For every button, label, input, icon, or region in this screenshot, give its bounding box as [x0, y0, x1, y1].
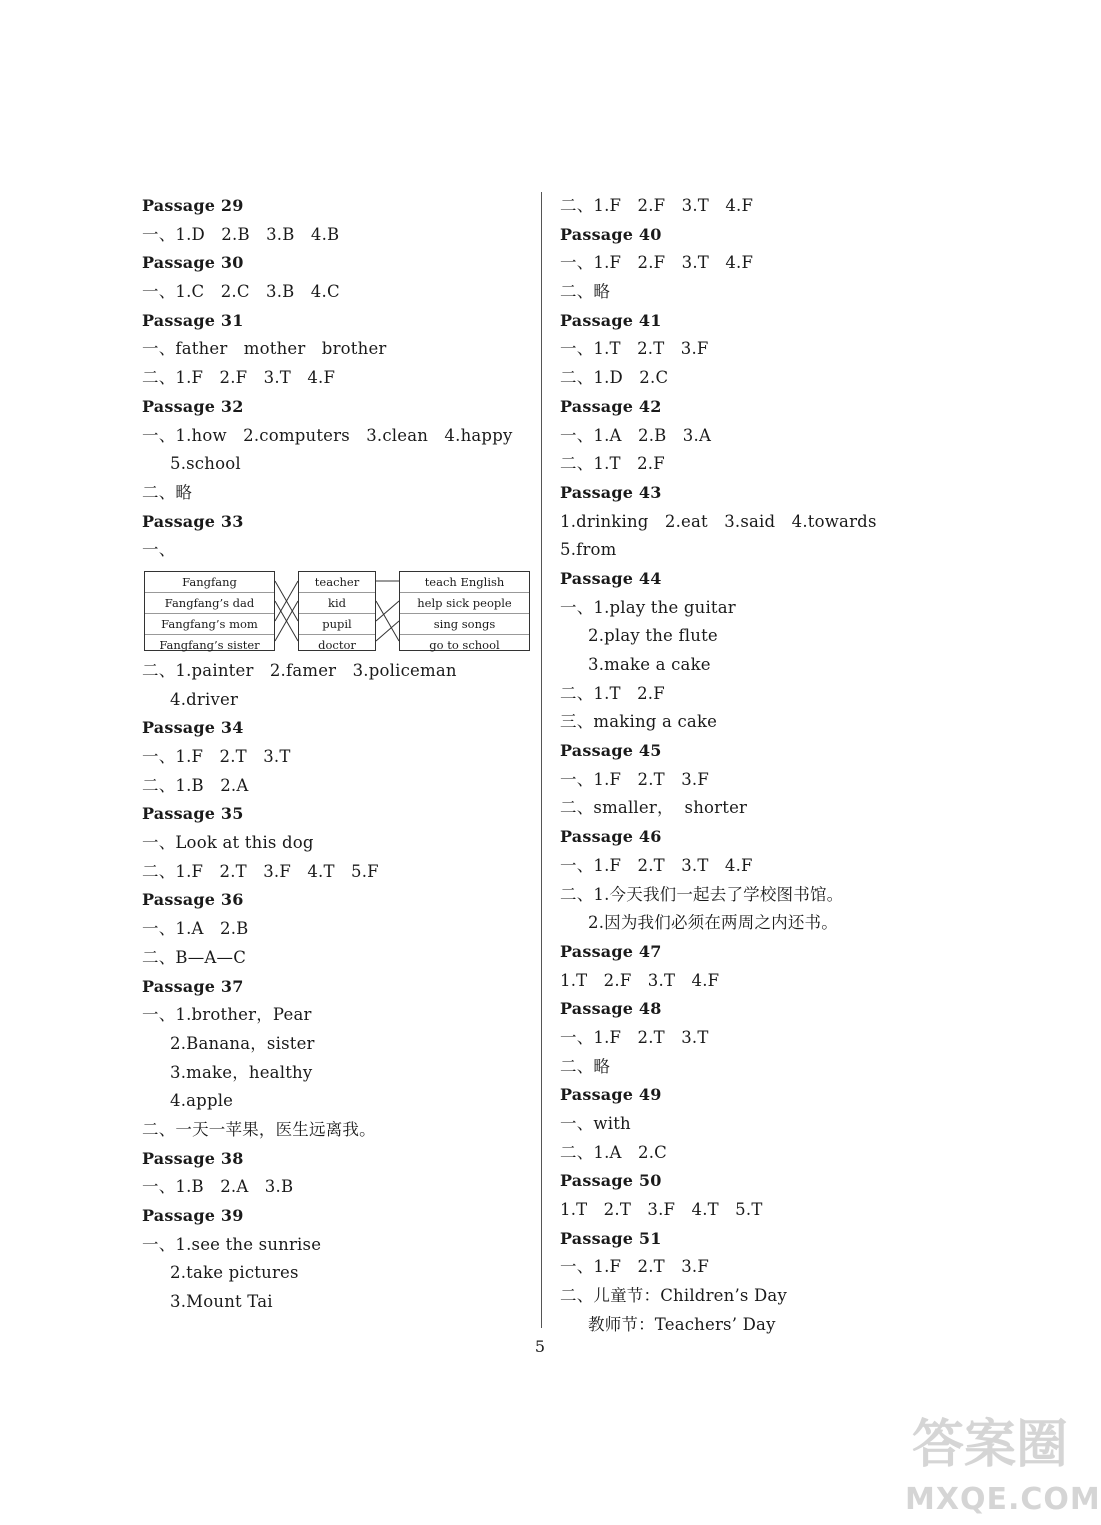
answer-line: 5.from: [560, 540, 617, 560]
match-line: [376, 601, 399, 621]
page-number: 5: [534, 1337, 546, 1356]
match-role: kid: [299, 593, 375, 614]
right-column: [560, 192, 980, 1340]
answer-line: 二、smaller， shorter: [560, 798, 748, 818]
passage-heading: Passage 38: [142, 1148, 244, 1168]
answer-line: 二、略: [560, 282, 611, 302]
answer-line: 一、1.play the guitar: [560, 597, 736, 617]
answer-line: 2.take pictures: [170, 1263, 299, 1283]
watermark-site: MXQE.COM: [905, 1482, 1101, 1517]
answer-line: 二、1.F 2.F 3.T 4.F: [142, 368, 336, 388]
answer-line: 三、making a cake: [560, 712, 718, 732]
answer-line: 一、1.F 2.T 3.T 4.F: [560, 855, 753, 875]
answer-line: 一、1.F 2.T 3.F: [560, 769, 709, 789]
answer-line: 一、1.F 2.T 3.T: [142, 747, 291, 766]
answer-line: 一、with: [560, 1114, 631, 1133]
answer-line: 二、1.A 2.C: [560, 1142, 667, 1162]
passage-heading: Passage 30: [142, 253, 244, 273]
answer-line: 2.因为我们必须在两周之内还书。: [588, 913, 838, 933]
answer-line: 1.drinking 2.eat 3.said 4.towards: [560, 511, 877, 531]
answer-line: 5.school: [170, 454, 241, 474]
answer-line: 一、1.brother，Pear: [142, 1005, 312, 1025]
answer-line: 二、1.B 2.A: [142, 775, 249, 795]
answer-line: 一、1.F 2.T 3.F: [560, 1257, 709, 1277]
match-action: sing songs: [400, 614, 529, 635]
match-person: Fangfang’s dad: [145, 593, 274, 614]
passage-heading: Passage 43: [560, 482, 662, 502]
answer-line: 一、Look at this dog: [142, 833, 314, 853]
answer-line: 二、儿童节：Children’s Day: [560, 1286, 787, 1306]
answer-line: 二、1.今天我们一起去了学校图书馆。: [560, 884, 844, 904]
answer-line: 一、1.A 2.B 3.A: [560, 425, 712, 445]
answer-line: 3.make，healthy: [170, 1062, 313, 1082]
answer-line: 教师节：Teachers’ Day: [588, 1314, 776, 1334]
answer-line: 2.Banana，sister: [170, 1033, 315, 1053]
passage-heading: Passage 45: [560, 741, 662, 761]
answer-line: 一、1.D 2.B 3.B 4.B: [142, 224, 340, 244]
answer-line: 一、: [142, 540, 176, 560]
passage-heading: Passage 31: [142, 310, 244, 330]
passage-heading: Passage 37: [142, 976, 244, 996]
matching-lines: [144, 571, 530, 653]
answer-line: 二、1.T 2.F: [560, 454, 665, 474]
passage-heading: Passage 34: [142, 718, 244, 738]
match-role: pupil: [299, 614, 375, 635]
right-answers: [560, 192, 980, 1340]
answer-line: 一、father mother brother: [142, 339, 387, 359]
answer-line: 二、B—A—C: [142, 947, 247, 967]
passage-heading: Passage 33: [142, 511, 244, 531]
answer-line: 二、略: [560, 1056, 611, 1076]
answer-line: 二、1.F 2.T 3.F 4.T 5.F: [142, 861, 379, 881]
answer-line: 二、1.painter 2.famer 3.policeman: [142, 660, 457, 680]
answer-line: 一、1.A 2.B: [142, 919, 249, 939]
answer-line: 一、1.T 2.T 3.F: [560, 339, 709, 359]
answer-line: 二、一天一苹果，医生远离我。: [142, 1119, 376, 1139]
match-person: Fangfang’s sister: [159, 637, 260, 652]
passage-heading: Passage 47: [560, 941, 662, 961]
answer-line: 2.play the flute: [588, 626, 718, 646]
passage-heading: Passage 50: [560, 1171, 662, 1191]
passage-heading: Passage 41: [560, 310, 662, 330]
answer-line: 一、1.B 2.A 3.B: [142, 1177, 294, 1197]
match-action: help sick people: [400, 593, 529, 614]
passage-heading: Passage 49: [560, 1085, 662, 1105]
answer-line: 二、1.D 2.C: [560, 368, 669, 388]
column-divider: [541, 192, 542, 1328]
left-column: [142, 192, 534, 1317]
answer-line: 一、1.how 2.computers 3.clean 4.happy: [142, 425, 513, 445]
answer-line: 1.T 2.F 3.T 4.F: [560, 970, 720, 990]
watermark: [905, 1410, 1101, 1520]
passage-heading: Passage 48: [560, 999, 662, 1019]
match-line: [376, 601, 399, 641]
passage-heading: Passage 40: [560, 224, 662, 244]
passage-heading: Passage 39: [142, 1206, 244, 1225]
passage-heading: Passage 35: [142, 804, 244, 824]
left-answers-part2: [142, 657, 534, 1317]
matching-diagram: [144, 571, 530, 653]
match-role: doctor: [318, 637, 356, 652]
answer-line: 4.apple: [170, 1091, 234, 1111]
answer-line: 二、1.F 2.F 3.T 4.F: [560, 196, 754, 215]
passage-heading: Passage 44: [560, 568, 662, 588]
match-action: teach English: [400, 572, 529, 593]
passage-heading: Passage 42: [560, 396, 662, 416]
match-line: [376, 621, 399, 641]
answer-line: 二、1.T 2.F: [560, 683, 665, 703]
watermark-logo: 答案圈: [911, 1415, 1068, 1475]
passage-heading: Passage 46: [560, 827, 662, 847]
answer-line: 一、1.C 2.C 3.B 4.C: [142, 282, 340, 302]
passage-heading: Passage 32: [142, 396, 244, 416]
answer-line: 一、1.F 2.T 3.T: [560, 1027, 709, 1047]
answer-line: 二、略: [142, 482, 193, 502]
match-role: teacher: [299, 572, 375, 593]
answer-line: 1.T 2.T 3.F 4.T 5.T: [560, 1200, 763, 1220]
passage-heading: Passage 51: [560, 1228, 662, 1248]
match-action: go to school: [429, 637, 500, 652]
match-person: Fangfang: [145, 572, 274, 593]
answer-line: 一、1.see the sunrise: [142, 1234, 322, 1254]
match-person: Fangfang’s mom: [145, 614, 274, 635]
answer-line: 4.driver: [170, 689, 239, 709]
answer-line: 3.Mount Tai: [170, 1292, 273, 1312]
left-answers-part1: [142, 192, 534, 565]
answer-line: 一、1.F 2.F 3.T 4.F: [560, 253, 754, 273]
answer-line: 3.make a cake: [588, 655, 711, 674]
passage-heading: Passage 36: [142, 890, 244, 910]
passage-heading: Passage 29: [142, 196, 244, 215]
